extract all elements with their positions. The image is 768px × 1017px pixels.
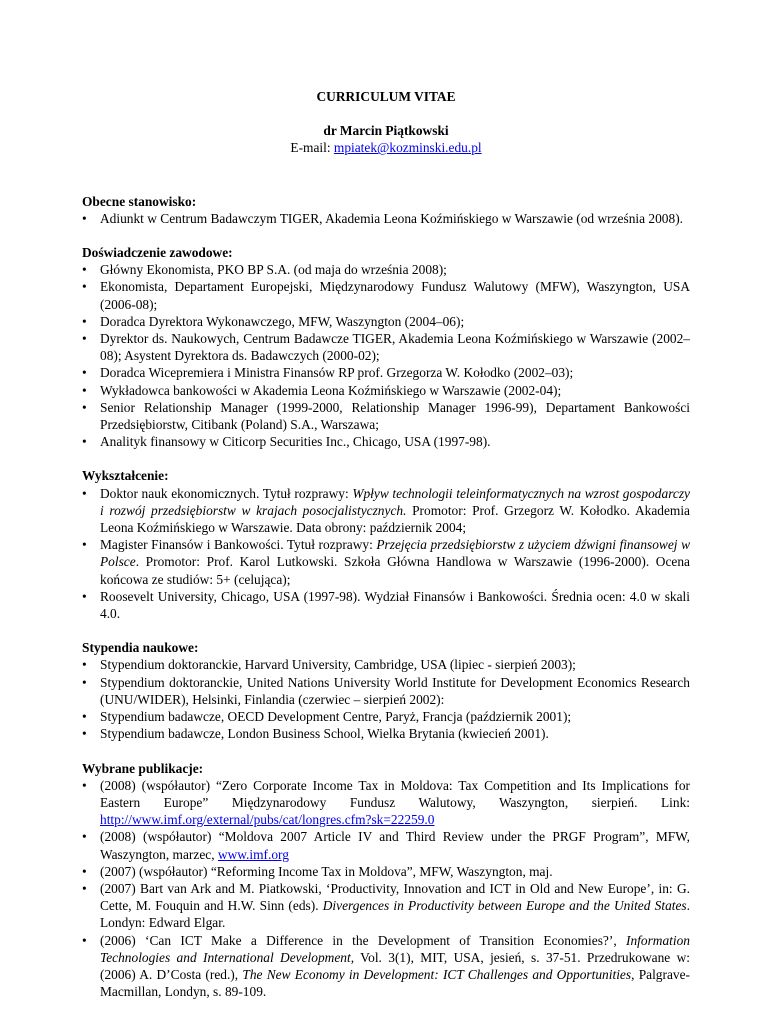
current-position-heading: Obecne stanowisko:	[82, 193, 197, 209]
bullet-icon: •	[82, 932, 87, 948]
bullet-icon: •	[82, 365, 87, 381]
list-item: • Wykładowca bankowości w Akademia Leona Koźmińskiego w Warszawie (2002-04);	[82, 382, 562, 398]
email-link[interactable]: mpiatek@kozminski.edu.pl	[333, 140, 482, 156]
publications-heading: Wybrane publikacje:	[82, 760, 204, 776]
bullet-icon: •	[82, 485, 87, 501]
bullet-icon: •	[82, 657, 87, 673]
bullet-icon: •	[82, 279, 87, 295]
bullet-icon: •	[82, 537, 87, 553]
email-line	[82, 139, 690, 156]
imf-website-link[interactable]: www.imf.org	[217, 846, 289, 862]
bullet-icon: •	[82, 726, 87, 742]
imf-publication-link[interactable]: http://www.imf.org/external/pubs/cat/longres.cfm?sk=22259.0	[100, 812, 435, 828]
experience-list	[82, 261, 690, 450]
bullet-icon: •	[82, 777, 87, 793]
list-item: • Roosevelt University, Chicago, USA (1997-98). Wydział Finansów i Bankowości. Średnia ocen: 4.0 w skali 4.0.	[82, 588, 690, 622]
list-item: • Adiunkt w Centrum Badawczym TIGER, Akademia Leona Koźmińskiego w Warszawie (od września 2008).	[82, 210, 684, 226]
list-item: • Doradca Wicepremiera i Ministra Finansów RP prof. Grzegorza W. Kołodko (2002–03);	[82, 365, 574, 381]
scholarships-section	[82, 639, 690, 742]
list-item: • Stypendium badawcze, OECD Development Centre, Paryż, Francja (październik 2001);	[82, 709, 572, 725]
education-section	[82, 467, 690, 622]
list-item: • Doradca Dyrektora Wykonawczego, MFW, Waszyngton (2004–06);	[82, 313, 465, 329]
bullet-icon: •	[82, 331, 87, 347]
bullet-icon: •	[82, 588, 87, 604]
list-item: • (2008) (współautor) “Moldova 2007 Article IV and Third Review under the PRGF Program”, MFW, Waszyngton, marzec, www.imf.org	[82, 829, 690, 862]
email-label: E-mail:	[290, 140, 334, 156]
bullet-icon: •	[82, 210, 87, 226]
list-item: • Stypendium badawcze, London Business School, Wielka Brytania (kwiecień 2001).	[82, 726, 549, 742]
bullet-icon: •	[82, 863, 87, 879]
publications-section	[82, 760, 690, 1001]
experience-heading: Doświadczenie zawodowe:	[82, 245, 233, 261]
bullet-icon: •	[82, 674, 87, 690]
current-position-list	[82, 210, 690, 227]
document-title: CURRICULUM VITAE	[316, 89, 456, 104]
bullet-icon: •	[82, 262, 87, 278]
education-heading: Wykształcenie:	[82, 468, 169, 484]
publications-list	[82, 777, 690, 1001]
education-list	[82, 485, 690, 623]
bullet-icon: •	[82, 709, 87, 725]
author-name: dr Marcin Piątkowski	[323, 123, 449, 139]
list-item: • Stypendium doktoranckie, United Nations University World Institute for Development Economics Research (UNU/WIDER), Helsinki, Finlandia (czerwiec – sierpień 2002):	[82, 674, 690, 707]
scholarships-list	[82, 656, 690, 742]
scholarships-heading: Stypendia naukowe:	[82, 640, 199, 656]
list-item: • (2006) ‘Can ICT Make a Difference in the Development of Transition Economies?’, Information Technologies and International Development, Vol. 3(1), MIT, USA, jesień, s. 37-51. Przedrukowane w: (2006) A. D’Costa (red.), The New Economy in Development: ICT Challenges and Opportunities, Palgrave-Macmillan, Londyn, s. 89-109.	[82, 932, 690, 1000]
list-item: • (2008) (współautor) “Zero Corporate Income Tax in Moldova: Tax Competition and Its Implications for Eastern Europe” Międzynarodowy Fundusz Walutowy, Waszyngton, sierpień. Link: http://www.imf.org/external/pubs/cat/longres.cfm?sk=22259.0	[82, 777, 690, 828]
experience-section	[82, 244, 690, 450]
bullet-icon: •	[82, 829, 87, 845]
bullet-icon: •	[82, 313, 87, 329]
list-item: • Dyrektor ds. Naukowych, Centrum Badawcze TIGER, Akademia Leona Koźmińskiego w Warszawie (2002–08); Asystent Dyrektora ds. Badawczych (2000-02);	[82, 331, 690, 364]
list-item: • (2007) Bart van Ark and M. Piatkowski, ‘Productivity, Innovation and ICT in Old and New Europe’, in: G. Cette, M. Fouquin and H.W. Sinn (eds). Divergences in Productivity between Europe and the United States. Londyn: Edward Elgar.	[82, 880, 690, 931]
current-position-section	[82, 193, 690, 227]
bullet-icon: •	[82, 382, 87, 398]
list-item: • Senior Relationship Manager (1999-2000, Relationship Manager 1996-99), Departament Bankowości Przedsiębiorstw, Citibank (Poland) S.A., Warszawa;	[82, 399, 690, 433]
list-item: • Główny Ekonomista, PKO BP S.A. (od maja do września 2008);	[82, 262, 447, 278]
list-item: • Ekonomista, Departament Europejski, Międzynarodowy Fundusz Walutowy (MFW), Waszyngton, USA (2006-08);	[82, 279, 690, 312]
bullet-icon: •	[82, 880, 87, 896]
bullet-icon: •	[82, 434, 87, 450]
cv-page	[82, 88, 690, 1017]
list-item: • Analityk finansowy w Citicorp Securities Inc., Chicago, USA (1997-98).	[82, 434, 491, 450]
list-item: • Magister Finansów i Bankowości. Tytuł rozprawy: Przejęcia przedsiębiorstw z użyciem dźwigni finansowej w Polsce. Promotor: Prof. Karol Lutkowski. Szkoła Główna Handlowa w Warszawie (1996-2000). Ocena końcowa ze studiów: 5+ (celująca);	[82, 537, 690, 587]
bullet-icon: •	[82, 399, 87, 415]
list-item: • Doktor nauk ekonomicznych. Tytuł rozprawy: Wpływ technologii teleinformatycznych na wzrost gospodarczy i rozwój przedsiębiorstw w krajach posocjalistycznych. Promotor: Prof. Grzegorz W. Kołodko. Akademia Leona Koźmińskiego w Warszawie. Data obrony: październik 2004;	[82, 485, 690, 536]
list-item: • Stypendium doktoranckie, Harvard University, Cambridge, USA (lipiec - sierpień 2003);	[82, 657, 576, 673]
list-item: • (2007) (współautor) “Reforming Income Tax in Moldova”, MFW, Waszyngton, maj.	[82, 863, 553, 879]
